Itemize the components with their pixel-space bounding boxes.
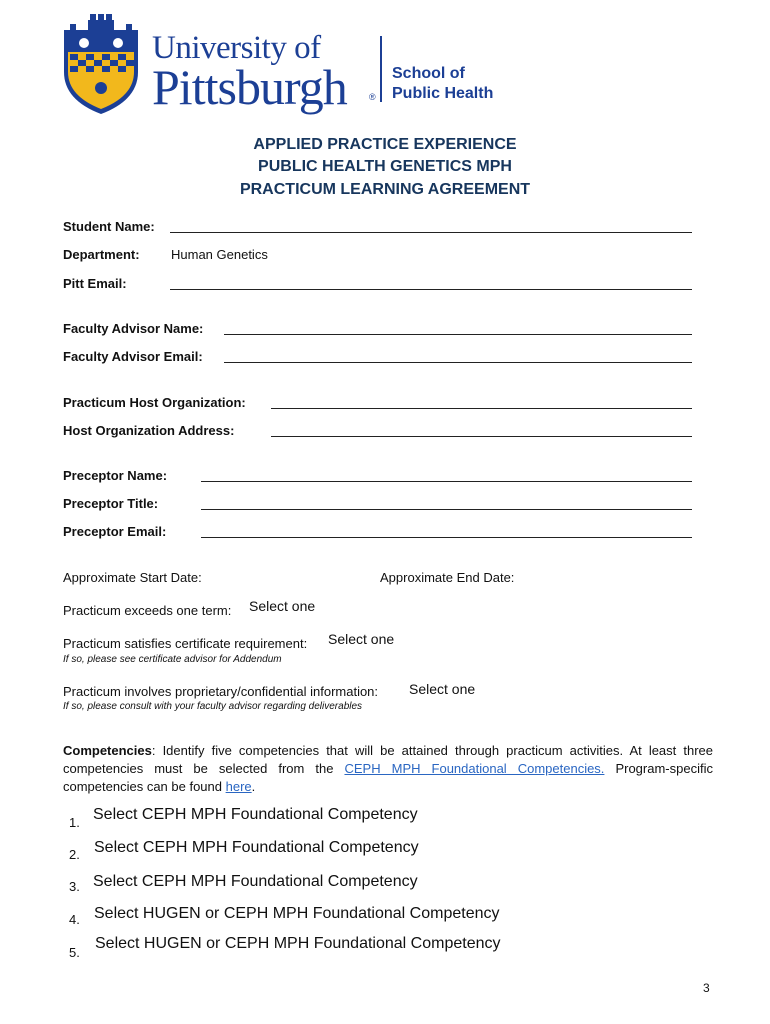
competency-select-2[interactable]: Select CEPH MPH Foundational Competency (94, 839, 419, 856)
department-label: Department: (63, 247, 140, 262)
pitt-shield-logo (62, 14, 140, 114)
competency-number-5: 5. (69, 945, 80, 960)
preceptor-name-field[interactable] (201, 481, 692, 482)
host-address-field[interactable] (271, 436, 692, 437)
proprietary-select[interactable]: Select one (409, 681, 476, 697)
competency-number-4: 4. (69, 912, 80, 927)
exceeds-term-select[interactable]: Select one (249, 598, 316, 614)
competencies-text-b: Program-specific competencies can be found (63, 761, 713, 794)
certificate-label: Practicum satisfies certificate requirement: (63, 636, 308, 651)
pitt-email-field[interactable] (170, 289, 692, 290)
student-name-label: Student Name: (63, 219, 155, 234)
certificate-select[interactable]: Select one (328, 631, 395, 647)
preceptor-email-label: Preceptor Email: (63, 524, 167, 539)
faculty-advisor-name-label: Faculty Advisor Name: (63, 321, 204, 336)
certificate-note: If so, please see certificate advisor for Addendum (63, 654, 282, 665)
competency-number-2: 2. (69, 847, 80, 862)
registered-mark: ® (369, 92, 376, 102)
here-link[interactable]: here (225, 779, 252, 794)
competencies-text-c: . (251, 779, 256, 794)
competency-select-5[interactable]: Select HUGEN or CEPH MPH Foundational Competency (95, 935, 501, 952)
faculty-advisor-name-field[interactable] (224, 334, 692, 335)
start-date-label: Approximate Start Date: (63, 570, 202, 585)
school-name-line1: School of (392, 65, 465, 82)
host-address-label: Host Organization Address: (63, 423, 235, 438)
proprietary-label: Practicum involves proprietary/confidential information: (63, 684, 379, 699)
preceptor-title-label: Preceptor Title: (63, 496, 159, 511)
university-name-line2: Pittsburgh (152, 59, 347, 115)
ceph-competencies-link[interactable]: CEPH MPH Foundational Competencies. (344, 761, 605, 776)
school-name-line2: Public Health (392, 85, 494, 102)
competency-select-4[interactable]: Select HUGEN or CEPH MPH Foundational Competency (94, 905, 500, 922)
host-organization-field[interactable] (271, 408, 692, 409)
competencies-heading: Competencies (63, 743, 152, 758)
host-organization-label: Practicum Host Organization: (63, 395, 246, 410)
university-name-line1: University of (152, 30, 321, 66)
preceptor-name-label: Preceptor Name: (63, 468, 168, 483)
competency-number-1: 1. (69, 815, 80, 830)
title-line3: PRACTICUM LEARNING AGREEMENT (239, 181, 531, 198)
competencies-paragraph (63, 742, 713, 796)
preceptor-email-field[interactable] (201, 537, 692, 538)
faculty-advisor-email-label: Faculty Advisor Email: (63, 349, 203, 364)
faculty-advisor-email-field[interactable] (224, 362, 692, 363)
department-value: Human Genetics (171, 247, 268, 262)
title-line2: PUBLIC HEALTH GENETICS MPH (258, 158, 512, 175)
student-name-field[interactable] (170, 232, 692, 233)
page-number: 3 (703, 981, 710, 995)
competency-select-1[interactable]: Select CEPH MPH Foundational Competency (93, 806, 418, 823)
title-line1: APPLIED PRACTICE EXPERIENCE (253, 136, 517, 153)
competencies-text-a: : Identify five competencies that will be attained through practicum activities. At least three competencies must be selected from the (63, 743, 713, 776)
school-name (392, 64, 493, 104)
proprietary-note: If so, please consult with your faculty advisor regarding deliverables (63, 701, 363, 712)
pitt-email-label: Pitt Email: (63, 276, 127, 291)
end-date-label: Approximate End Date: (380, 570, 515, 585)
preceptor-title-field[interactable] (201, 509, 692, 510)
competency-number-3: 3. (69, 879, 80, 894)
logo-divider (380, 36, 382, 102)
competency-select-3[interactable]: Select CEPH MPH Foundational Competency (93, 873, 418, 890)
exceeds-term-label: Practicum exceeds one term: (63, 603, 232, 618)
